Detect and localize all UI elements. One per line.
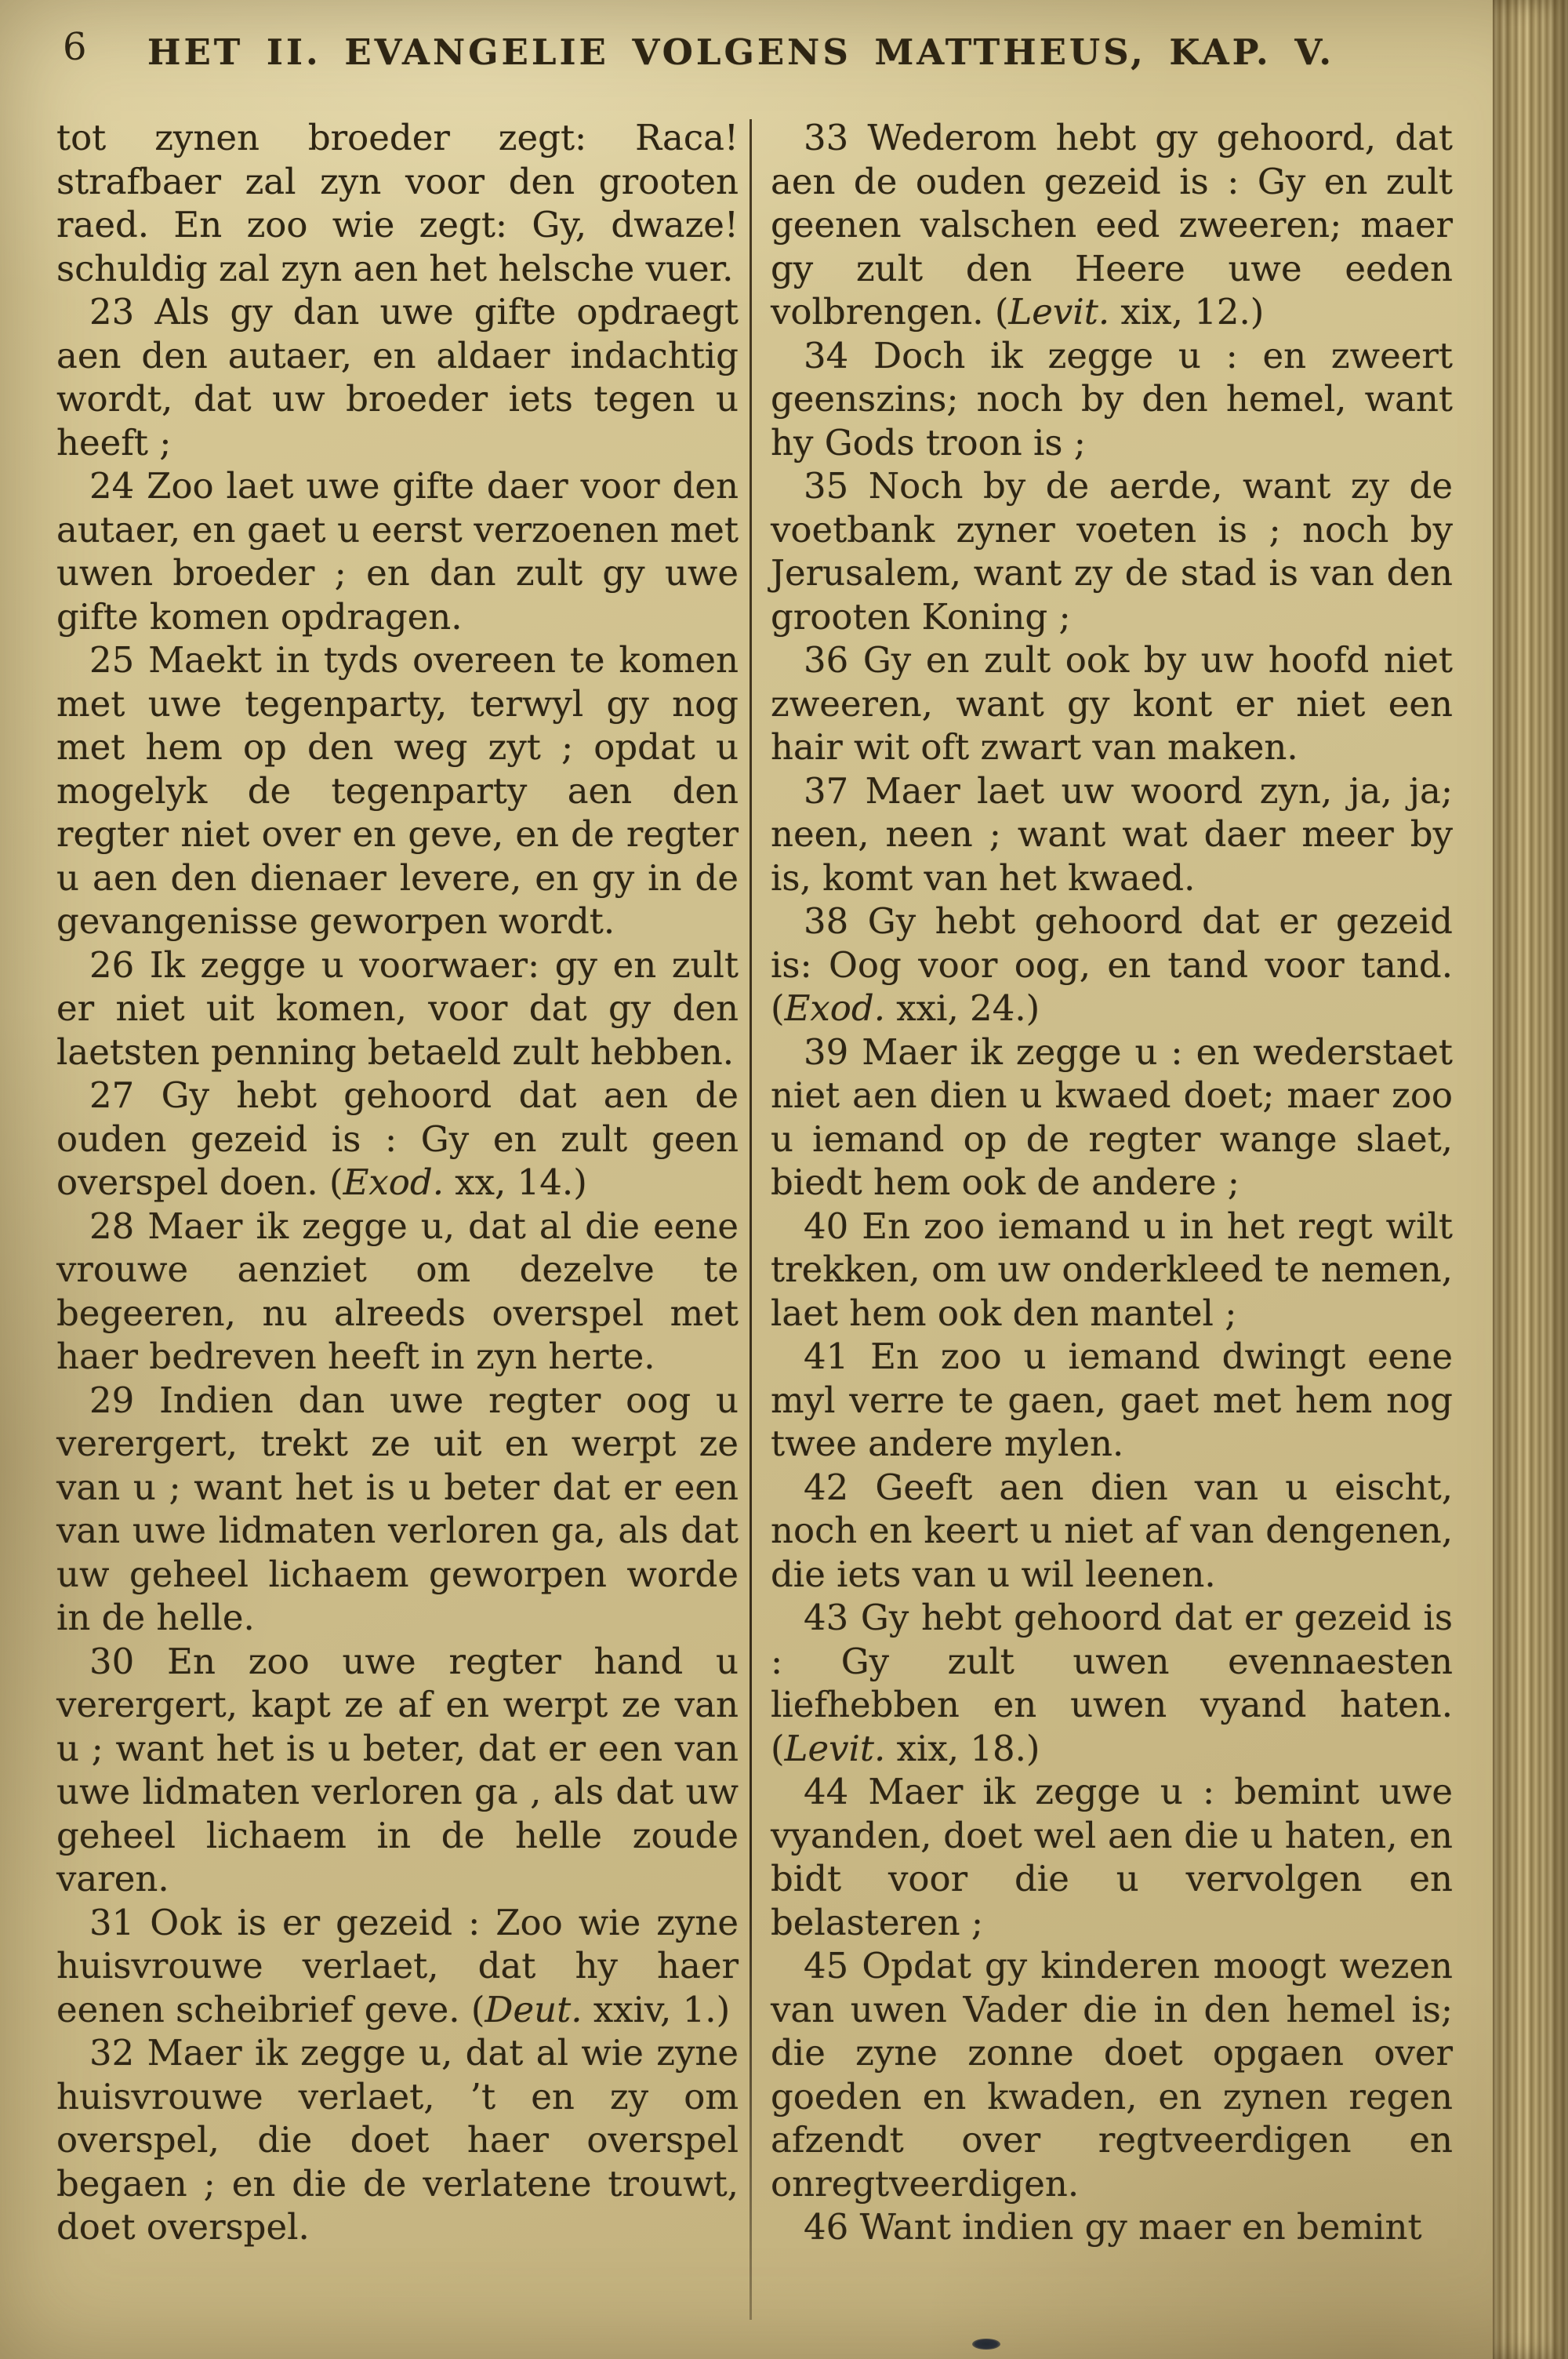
verse-paragraph	[771, 1770, 1453, 1944]
verse-text: xix, 18.)	[885, 1727, 1040, 1769]
verse-paragraph	[56, 1901, 739, 2032]
verse-number: 36	[804, 639, 863, 681]
verse-number: 38	[804, 900, 868, 942]
verse-paragraph	[771, 116, 1453, 334]
scripture-reference: Deut.	[485, 1988, 583, 2030]
verse-paragraph	[56, 1640, 739, 1901]
book-page-edges	[1493, 0, 1568, 2359]
verse-paragraph	[771, 900, 1453, 1030]
verse-paragraph	[771, 638, 1453, 769]
verse-paragraph	[771, 2205, 1453, 2249]
verse-text: Ook is er gezeid : Zoo wie zyne huisvrouwe verlaet, dat hy haer eenen scheibrief geve. (	[56, 1901, 739, 2030]
verse-text: En zoo iemand u in het regt wilt trekken, om uw onderkleed te nemen, laet hem ook den mantel ;	[771, 1205, 1453, 1334]
verse-number: 34	[804, 334, 874, 376]
verse-paragraph	[56, 1205, 739, 1379]
verse-paragraph	[771, 334, 1453, 465]
verse-paragraph	[771, 1944, 1453, 2205]
verse-text: Zoo laet uwe gifte daer voor den autaer, en gaet u eerst verzoenen met uwen broeder ; en dan zult gy uwe gifte komen opdragen.	[56, 465, 739, 638]
verse-text: En zoo u iemand dwingt eene myl verre te gaen, gaet met hem nog twee andere mylen.	[771, 1336, 1453, 1464]
verse-number: 35	[804, 465, 869, 507]
verse-paragraph	[771, 1030, 1453, 1205]
verse-paragraph	[771, 1335, 1453, 1466]
verse-text: Maekt in tyds overeen te komen met uwe tegenparty, terwyl gy nog met hem op den weg zyt ; opdat u mogelyk de tegenparty aen den regter niet over en geve, en de regter u aen den dienaer levere, en gy in de gevangenisse geworpen wordt.	[56, 639, 739, 942]
verse-number: 45	[804, 1945, 862, 1986]
verse-paragraph	[771, 1205, 1453, 1336]
verse-text: En zoo uwe regter hand u verergert, kapt ze af en werpt ze van u ; want het is u beter, dat er een van uwe lidmaten verloren ga , als dat uw geheel lichaem in de helle zoude varen.	[56, 1640, 739, 1899]
verse-paragraph	[56, 638, 739, 943]
verse-number: 31	[89, 1901, 151, 1943]
verse-number: 37	[804, 769, 866, 812]
verse-text: Wederom hebt gy gehoord, dat aen de ouden gezeid is : Gy en zult geenen valschen eed zweeren; maer gy zult den Heere uwe eeden volbrengen. (	[771, 117, 1453, 333]
verse-paragraph	[771, 464, 1453, 638]
verse-text: Maer ik zegge u, dat al wie zyne huisvrouwe verlaet, ’t en zy om overspel, die doet haer overspel begaen ; en die de verlatene trouwt, doet overspel.	[56, 2032, 739, 2248]
verse-number: 44	[804, 1771, 869, 1812]
page-number: 6	[63, 25, 87, 69]
verse-paragraph	[771, 1596, 1453, 1770]
verse-paragraph	[56, 1379, 739, 1640]
scripture-reference: Levit.	[784, 1727, 886, 1769]
page-header	[0, 0, 1482, 104]
verse-text: xxi, 24.)	[885, 987, 1040, 1029]
verse-number: 33	[804, 117, 868, 158]
verse-text: Als gy dan uwe gifte opdraegt aen den autaer, en aldaer indachtig wordt, dat uw broeder iets tegen u heeft ;	[56, 291, 739, 463]
ink-stain	[972, 2339, 1000, 2350]
verse-text: Gy hebt gehoord dat er gezeid is: Oog voor oog, en tand voor tand. (	[771, 900, 1453, 1029]
verse-text: Maer laet uw woord zyn, ja, ja; neen, neen ; want wat daer meer by is, komt van het kwaed.	[771, 769, 1453, 899]
text-columns	[56, 116, 1454, 2320]
verse-text: Ik zegge u voorwaer: gy en zult er niet uit komen, voor dat gy den laetsten penning betaeld zult hebben.	[56, 943, 739, 1073]
verse-text: xxiv, 1.)	[582, 1988, 731, 2030]
verse-number: 32	[89, 2032, 147, 2074]
verse-number: 24	[89, 465, 147, 507]
left-column	[56, 116, 750, 2320]
verse-text: xix, 12.)	[1109, 291, 1265, 333]
verse-text: tot zynen broeder zegt: Raca! strafbaer zal zyn voor den grooten raed. En zoo wie zegt: Gy, dwaze! schuldig zal zyn aen het helsche vuer.	[56, 117, 739, 289]
verse-text: Want indien gy maer en bemint	[859, 2206, 1422, 2248]
verse-text: Gy hebt gehoord dat er gezeid is : Gy zult uwen evennaesten liefhebben en uwen vyand haten. (	[771, 1597, 1453, 1769]
verse-number: 23	[89, 291, 155, 333]
verse-paragraph	[56, 1074, 739, 1205]
verse-paragraph	[56, 290, 739, 464]
verse-number: 46	[804, 2206, 860, 2248]
verse-number: 30	[89, 1640, 168, 1682]
verse-text: Maer ik zegge u : bemint uwe vyanden, doet wel aen die u haten, en bidt voor die u vervolgen en belasteren ;	[771, 1771, 1453, 1943]
verse-text: Gy hebt gehoord dat aen de ouden gezeid is : Gy en zult geen overspel doen. (	[56, 1074, 739, 1203]
verse-text: xx, 14.)	[444, 1161, 587, 1203]
verse-text: Noch by de aerde, want zy de voetbank zyner voeten is ; noch by Jerusalem, want zy de stad is van den grooten Koning ;	[771, 465, 1453, 638]
verse-number: 27	[89, 1074, 162, 1116]
scripture-reference: Exod.	[343, 1161, 444, 1203]
verse-text: Geeft aen dien van u eischt, noch en keert u niet af van dengenen, die iets van u wil leenen.	[771, 1466, 1453, 1595]
verse-number: 43	[804, 1597, 861, 1638]
verse-number: 29	[89, 1379, 160, 1421]
verse-paragraph	[771, 769, 1453, 900]
scripture-reference: Exod.	[784, 987, 885, 1029]
verse-number: 25	[89, 639, 149, 681]
right-column	[752, 116, 1453, 2320]
scripture-reference: Levit.	[1008, 291, 1110, 333]
verse-text: Indien dan uwe regter oog u verergert, trekt ze uit en werpt ze van u ; want het is u beter dat er een van uwe lidmaten verloren ga, als dat uw geheel lichaem geworpen worde in de helle.	[56, 1379, 739, 1638]
verse-paragraph	[771, 1466, 1453, 1597]
verse-text: Doch ik zegge u : en zweert geenszins; noch by den hemel, want hy Gods troon is ;	[771, 334, 1453, 463]
verse-paragraph	[56, 116, 739, 290]
page-title: HET II. EVANGELIE VOLGENS MATTHEUS, KAP. V.	[147, 31, 1335, 73]
verse-number: 26	[89, 943, 150, 986]
verse-paragraph	[56, 943, 739, 1074]
verse-text: Maer ik zegge u : en wederstaet niet aen dien u kwaed doet; maer zoo u iemand op de regter wange slaet, biedt hem ook de andere ;	[771, 1030, 1453, 1203]
verse-number: 40	[804, 1205, 862, 1247]
verse-number: 28	[89, 1205, 148, 1247]
verse-text: Gy en zult ook by uw hoofd niet zweeren, want gy kont er niet een hair wit oft zwart van maken.	[771, 639, 1453, 768]
verse-text: Opdat gy kinderen moogt wezen van uwen Vader die in den hemel is; die zyne zonne doet opgaen over goeden en kwaden, en zynen regen afzendt over regtveerdigen en onregtveerdigen.	[771, 1945, 1453, 2205]
verse-paragraph	[56, 464, 739, 638]
verse-paragraph	[56, 2031, 739, 2249]
verse-number: 41	[804, 1336, 871, 1377]
verse-text: Maer ik zegge u, dat al die eene vrouwe aenziet om dezelve te begeeren, nu alreeds overspel met haer bedreven heeft in zyn herte.	[56, 1205, 739, 1377]
verse-number: 42	[804, 1466, 876, 1508]
verse-number: 39	[804, 1030, 862, 1073]
